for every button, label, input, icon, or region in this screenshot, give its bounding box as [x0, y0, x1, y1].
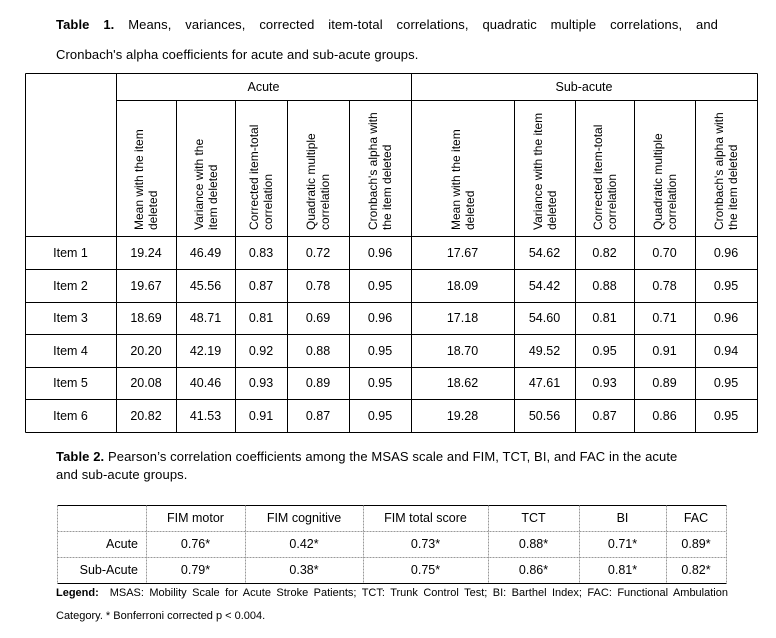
table2-row-label: Sub-Acute	[79, 563, 138, 577]
acute-value-cell: 0.95	[367, 278, 393, 293]
subacute-value-cell: 47.61	[528, 376, 561, 390]
table2-col-header: TCT	[521, 511, 546, 525]
subacute-col-header: Corrected item-total correlation	[590, 124, 619, 230]
subacute-value-cell: 0.93	[592, 376, 617, 390]
acute-col-header: Cronbach's alpha with the item deleted	[366, 112, 394, 230]
acute-value-cell: 41.53	[189, 408, 222, 423]
row-label: Item 2	[53, 278, 88, 293]
acute-col-header: Corrected item-total correlation	[247, 124, 275, 230]
subacute-value-cell: 0.89	[652, 376, 677, 390]
acute-value-cell: 19.67	[130, 278, 162, 293]
subacute-value-cell: 54.62	[528, 245, 561, 260]
row-label: Item 1	[53, 245, 88, 260]
acute-value-cell: 0.88	[305, 343, 331, 358]
table2-col-header: FAC	[683, 511, 709, 525]
table2-value-cell: 0.88*	[518, 537, 549, 551]
table2-caption-line1: Pearson’s correlation coefficients among the MSAS scale and FIM, TCT, BI, and FAC in the acute	[107, 449, 678, 464]
subacute-group-header: Sub-acute	[555, 79, 613, 94]
subacute-value-cell: 0.82	[592, 245, 617, 260]
subacute-value-cell: 0.95	[592, 343, 617, 358]
acute-value-cell: 0.83	[248, 245, 274, 260]
table2-value-cell: 0.71*	[607, 537, 638, 551]
acute-value-cell: 20.20	[130, 343, 162, 358]
legend-line1	[56, 582, 728, 604]
subacute-value-cell: 0.95	[713, 278, 739, 293]
acute-value-cell: 0.95	[367, 408, 393, 423]
acute-value-cell: 20.82	[130, 408, 162, 423]
acute-value-cell: 0.87	[305, 408, 331, 423]
row-label: Item 3	[53, 311, 88, 325]
table2-value-cell: 0.82*	[681, 563, 711, 577]
acute-value-cell: 0.93	[248, 376, 274, 390]
acute-value-cell: 0.96	[367, 311, 393, 325]
table2-value-cell: 0.86*	[518, 563, 549, 577]
subacute-value-cell: 17.67	[446, 245, 479, 260]
subacute-value-cell: 18.70	[446, 343, 479, 358]
table2-row-label: Acute	[106, 537, 138, 551]
subacute-value-cell: 0.96	[713, 245, 739, 260]
subacute-value-cell: 0.71	[652, 311, 677, 325]
subacute-value-cell: 49.52	[528, 343, 561, 358]
subacute-value-cell: 0.94	[713, 343, 739, 358]
subacute-value-cell: 0.91	[652, 343, 677, 358]
subacute-col-header: Quadratic multiple correlation	[650, 133, 679, 230]
acute-value-cell: 0.95	[367, 343, 393, 358]
acute-group-header: Acute	[247, 79, 280, 94]
table1-caption	[56, 10, 718, 70]
table2-col-header: BI	[616, 511, 629, 525]
table2-value-cell: 0.38*	[289, 563, 319, 577]
table2-value-cell: 0.79*	[180, 563, 211, 577]
table1	[25, 73, 757, 432]
table1-caption-line2: Cronbach's alpha coefficients for acute and sub-acute groups.	[56, 47, 419, 62]
acute-value-cell: 0.89	[305, 376, 331, 390]
acute-value-cell: 0.92	[248, 343, 274, 358]
acute-value-cell: 19.24	[130, 245, 162, 260]
table1-caption-line1: Means, variances, corrected item-total correlations, quadratic multiple correlations, and	[128, 17, 718, 32]
acute-value-cell: 0.91	[248, 408, 274, 423]
subacute-value-cell: 0.87	[592, 408, 617, 423]
acute-value-cell: 0.81	[248, 311, 274, 325]
subacute-value-cell: 0.70	[652, 245, 677, 260]
acute-value-cell: 0.69	[305, 311, 331, 325]
subacute-value-cell: 0.95	[713, 376, 739, 390]
acute-value-cell: 18.69	[130, 311, 162, 325]
acute-value-cell: 46.49	[189, 245, 222, 260]
subacute-value-cell: 18.09	[446, 278, 479, 293]
table2-value-cell: 0.76*	[180, 537, 211, 551]
table2-value-cell: 0.73*	[410, 537, 441, 551]
subacute-value-cell: 50.56	[528, 408, 561, 423]
subacute-col-header: Cronbach's alpha with the item deleted	[712, 112, 740, 230]
table2	[57, 505, 726, 585]
table2-value-cell: 0.42*	[289, 537, 319, 551]
acute-value-cell: 48.71	[189, 311, 222, 325]
subacute-col-header: Variance with the item deleted	[530, 112, 559, 230]
acute-value-cell: 42.19	[189, 343, 222, 358]
subacute-value-cell: 17.18	[446, 311, 479, 325]
row-label: Item 4	[53, 343, 88, 358]
subacute-value-cell: 0.96	[713, 311, 739, 325]
acute-value-cell: 0.72	[305, 245, 331, 260]
legend-line2: Category. * Bonferroni corrected p < 0.004.	[56, 610, 266, 622]
subacute-value-cell: 54.60	[528, 311, 561, 325]
subacute-value-cell: 18.62	[446, 376, 479, 390]
acute-col-header: Mean with the item deleted	[132, 129, 160, 230]
subacute-value-cell: 0.86	[652, 408, 677, 423]
subacute-value-cell: 0.88	[592, 278, 617, 293]
subacute-value-cell: 0.78	[652, 278, 677, 293]
subacute-col-header: Mean with the item deleted	[448, 129, 477, 230]
table2-caption-line2: and sub-acute groups.	[56, 467, 188, 482]
table2-value-cell: 0.81*	[607, 563, 638, 577]
acute-value-cell: 0.96	[367, 245, 393, 260]
table2-caption-label: Table 2.	[56, 449, 105, 464]
subacute-value-cell: 0.81	[592, 311, 617, 325]
acute-value-cell: 20.08	[130, 376, 162, 390]
row-label: Item 5	[53, 376, 88, 390]
acute-value-cell: 0.87	[248, 278, 274, 293]
acute-value-cell: 0.95	[367, 376, 393, 390]
table2-col-header: FIM cognitive	[266, 511, 342, 525]
subacute-value-cell: 54.42	[528, 278, 561, 293]
acute-col-header: Quadratic multiple correlation	[304, 133, 332, 230]
table2-caption	[56, 448, 736, 484]
acute-value-cell: 0.78	[305, 278, 331, 293]
table2-col-header: FIM motor	[167, 511, 224, 525]
acute-value-cell: 40.46	[189, 376, 222, 390]
acute-value-cell: 45.56	[189, 278, 222, 293]
legend-text1: MSAS: Mobility Scale for Acute Stroke Patients; TCT: Trunk Control Test; BI: Barthel Index; FAC: Functional Ambulation	[109, 587, 728, 599]
subacute-value-cell: 0.95	[713, 408, 739, 423]
table2-value-cell: 0.89*	[681, 537, 711, 551]
subacute-value-cell: 19.28	[446, 408, 479, 423]
table1-caption-label: Table 1.	[56, 17, 115, 32]
table2-col-header: FIM total score	[384, 511, 467, 525]
row-label: Item 6	[53, 408, 88, 423]
legend-label: Legend:	[56, 587, 99, 599]
table2-value-cell: 0.75*	[410, 563, 441, 577]
acute-col-header: Variance with the item deleted	[191, 138, 220, 230]
